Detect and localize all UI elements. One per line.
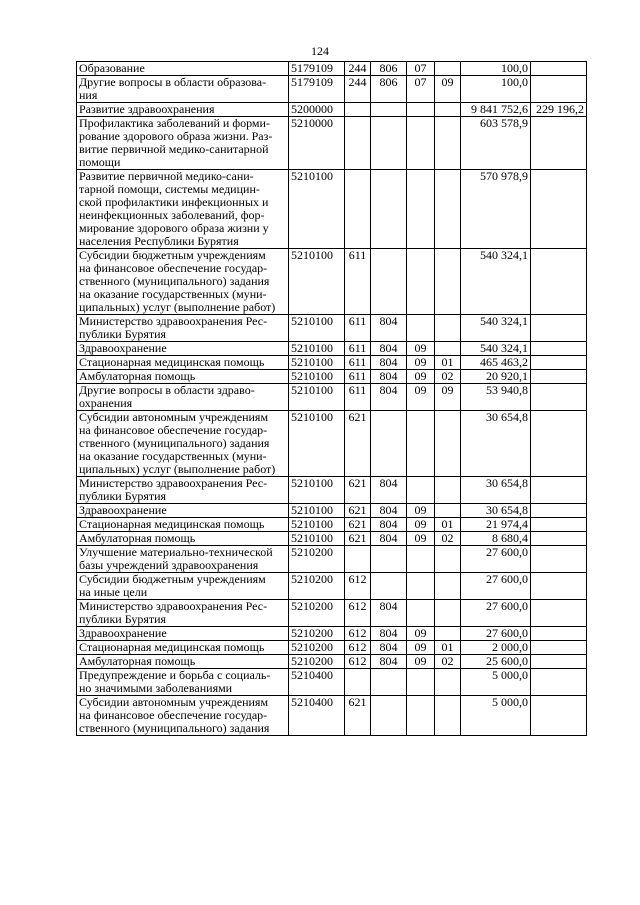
cell-administrator: 804 (371, 356, 407, 370)
cell-administrator: 804 (371, 655, 407, 669)
table-row (77, 573, 587, 600)
table-body (77, 62, 587, 736)
cell-subsection (435, 669, 461, 696)
cell-name: Улучшение материально-технической базы учреждений здравоохранения (77, 546, 289, 573)
cell-expense-type (345, 117, 371, 170)
cell-amount: 27 600,0 (461, 573, 531, 600)
cell-amount: 20 920,1 (461, 370, 531, 384)
cell-section: 07 (407, 62, 435, 76)
cell-name: Развитие здравоохранения (77, 103, 289, 117)
cell-name: Образование (77, 62, 289, 76)
cell-amount-extra (531, 249, 587, 315)
cell-administrator (371, 669, 407, 696)
cell-target-article: 5210400 (289, 696, 345, 736)
cell-amount-extra (531, 76, 587, 103)
cell-amount: 30 654,8 (461, 477, 531, 504)
table-row (77, 103, 587, 117)
cell-amount-extra (531, 370, 587, 384)
cell-target-article: 5210100 (289, 532, 345, 546)
cell-amount-extra (531, 532, 587, 546)
cell-target-article: 5200000 (289, 103, 345, 117)
cell-administrator (371, 696, 407, 736)
cell-subsection (435, 249, 461, 315)
cell-section (407, 117, 435, 170)
cell-name: Амбулаторная помощь (77, 370, 289, 384)
cell-expense-type: 612 (345, 573, 371, 600)
cell-section (407, 315, 435, 342)
cell-section (407, 477, 435, 504)
cell-section: 09 (407, 655, 435, 669)
table-row (77, 655, 587, 669)
cell-name: Субсидии автономным учреждениям на финансовое обеспечение государ- ственного (муниципального) задания на оказание государственных (муни- ципальных) услуг (выполнение работ) (77, 411, 289, 477)
cell-section (407, 600, 435, 627)
table-row (77, 370, 587, 384)
cell-expense-type: 612 (345, 600, 371, 627)
cell-expense-type: 611 (345, 249, 371, 315)
cell-target-article: 5210200 (289, 546, 345, 573)
cell-amount-extra (531, 504, 587, 518)
table-row (77, 627, 587, 641)
cell-target-article: 5179109 (289, 76, 345, 103)
cell-section (407, 669, 435, 696)
table-row (77, 532, 587, 546)
cell-name: Здравоохранение (77, 342, 289, 356)
cell-section: 09 (407, 384, 435, 411)
cell-expense-type: 612 (345, 627, 371, 641)
cell-section: 09 (407, 504, 435, 518)
cell-subsection (435, 117, 461, 170)
cell-name: Амбулаторная помощь (77, 655, 289, 669)
cell-amount-extra (531, 342, 587, 356)
cell-expense-type: 244 (345, 62, 371, 76)
cell-name: Субсидии автономным учреждениям на финансовое обеспечение государ- ственного (муниципального) задания (77, 696, 289, 736)
cell-amount-extra (531, 641, 587, 655)
table-row (77, 249, 587, 315)
cell-amount: 30 654,8 (461, 411, 531, 477)
cell-name: Министерство здравоохранения Рес- публики Бурятия (77, 600, 289, 627)
cell-name: Профилактика заболеваний и форми- рование здорового образа жизни. Раз- витие первичной медико-санитарной помощи (77, 117, 289, 170)
cell-name: Развитие первичной медико-сани- тарной помощи, системы медицин- ской профилактики инфекционных и неинфекционных заболеваний, фор- мирование здорового образа жизни у населения Республики Бурятия (77, 170, 289, 249)
cell-amount: 100,0 (461, 76, 531, 103)
cell-subsection (435, 315, 461, 342)
cell-amount-extra (531, 696, 587, 736)
cell-administrator: 804 (371, 504, 407, 518)
cell-amount: 27 600,0 (461, 546, 531, 573)
cell-amount-extra (531, 384, 587, 411)
cell-subsection: 09 (435, 76, 461, 103)
cell-subsection (435, 696, 461, 736)
table-row (77, 384, 587, 411)
cell-administrator (371, 249, 407, 315)
cell-target-article: 5210200 (289, 600, 345, 627)
cell-subsection: 09 (435, 384, 461, 411)
cell-expense-type: 611 (345, 384, 371, 411)
cell-expense-type (345, 103, 371, 117)
cell-expense-type: 612 (345, 641, 371, 655)
cell-section (407, 573, 435, 600)
table-row (77, 356, 587, 370)
cell-subsection (435, 62, 461, 76)
table-row (77, 477, 587, 504)
cell-administrator (371, 546, 407, 573)
cell-target-article: 5210100 (289, 411, 345, 477)
cell-section (407, 546, 435, 573)
cell-name: Другие вопросы в области образова- ния (77, 76, 289, 103)
cell-subsection (435, 573, 461, 600)
cell-subsection: 02 (435, 532, 461, 546)
cell-target-article: 5210100 (289, 342, 345, 356)
cell-amount: 570 978,9 (461, 170, 531, 249)
cell-target-article: 5210200 (289, 641, 345, 655)
table-row (77, 117, 587, 170)
cell-section (407, 170, 435, 249)
cell-name: Министерство здравоохранения Рес- публики Бурятия (77, 315, 289, 342)
cell-expense-type: 621 (345, 696, 371, 736)
cell-administrator (371, 573, 407, 600)
cell-section: 09 (407, 627, 435, 641)
cell-amount: 603 578,9 (461, 117, 531, 170)
cell-target-article: 5210100 (289, 477, 345, 504)
cell-administrator: 804 (371, 477, 407, 504)
cell-amount-extra (531, 315, 587, 342)
cell-target-article: 5210200 (289, 627, 345, 641)
cell-section (407, 696, 435, 736)
cell-amount: 100,0 (461, 62, 531, 76)
table-row (77, 518, 587, 532)
cell-subsection (435, 477, 461, 504)
cell-amount-extra (531, 356, 587, 370)
cell-section (407, 103, 435, 117)
cell-name: Стационарная медицинская помощь (77, 518, 289, 532)
cell-name: Другие вопросы в области здраво- охранения (77, 384, 289, 411)
cell-target-article: 5210100 (289, 356, 345, 370)
cell-section: 09 (407, 356, 435, 370)
cell-section (407, 411, 435, 477)
cell-amount-extra (531, 655, 587, 669)
cell-name: Предупреждение и борьба с социаль- но значимыми заболеваниями (77, 669, 289, 696)
cell-amount-extra (531, 669, 587, 696)
cell-target-article: 5210100 (289, 249, 345, 315)
cell-administrator: 804 (371, 384, 407, 411)
cell-amount: 5 000,0 (461, 669, 531, 696)
cell-section: 09 (407, 518, 435, 532)
cell-administrator: 804 (371, 370, 407, 384)
page-number: 124 (311, 44, 329, 58)
cell-expense-type: 612 (345, 655, 371, 669)
cell-administrator: 804 (371, 532, 407, 546)
table-row (77, 76, 587, 103)
cell-name: Амбулаторная помощь (77, 532, 289, 546)
table-row (77, 669, 587, 696)
cell-expense-type (345, 669, 371, 696)
cell-target-article: 5210100 (289, 504, 345, 518)
cell-section: 09 (407, 370, 435, 384)
cell-administrator: 804 (371, 627, 407, 641)
cell-amount-extra (531, 62, 587, 76)
cell-amount-extra (531, 518, 587, 532)
cell-amount-extra (531, 573, 587, 600)
cell-amount-extra (531, 411, 587, 477)
cell-subsection: 01 (435, 356, 461, 370)
cell-administrator (371, 103, 407, 117)
cell-amount: 465 463,2 (461, 356, 531, 370)
cell-amount: 8 680,4 (461, 532, 531, 546)
table-row (77, 641, 587, 655)
cell-section: 09 (407, 641, 435, 655)
cell-amount: 21 974,4 (461, 518, 531, 532)
table-row (77, 411, 587, 477)
cell-amount-extra (531, 600, 587, 627)
cell-subsection (435, 342, 461, 356)
cell-amount-extra (531, 627, 587, 641)
cell-subsection (435, 546, 461, 573)
cell-expense-type: 611 (345, 356, 371, 370)
cell-subsection (435, 170, 461, 249)
cell-name: Стационарная медицинская помощь (77, 641, 289, 655)
cell-administrator (371, 117, 407, 170)
cell-amount: 540 324,1 (461, 342, 531, 356)
cell-target-article: 5210200 (289, 573, 345, 600)
budget-table (76, 61, 587, 736)
cell-amount: 27 600,0 (461, 600, 531, 627)
cell-amount: 30 654,8 (461, 504, 531, 518)
cell-name: Субсидии бюджетным учреждениям на иные цели (77, 573, 289, 600)
cell-expense-type: 621 (345, 532, 371, 546)
cell-target-article: 5210100 (289, 518, 345, 532)
cell-subsection (435, 600, 461, 627)
cell-subsection: 01 (435, 518, 461, 532)
table-row (77, 600, 587, 627)
table-row (77, 504, 587, 518)
cell-subsection: 02 (435, 655, 461, 669)
table-row (77, 546, 587, 573)
cell-administrator: 804 (371, 518, 407, 532)
cell-expense-type: 611 (345, 370, 371, 384)
cell-section: 09 (407, 342, 435, 356)
cell-expense-type: 611 (345, 315, 371, 342)
cell-amount: 53 940,8 (461, 384, 531, 411)
cell-target-article: 5210100 (289, 315, 345, 342)
cell-target-article: 5210400 (289, 669, 345, 696)
cell-administrator: 806 (371, 76, 407, 103)
cell-amount-extra: 229 196,2 (531, 103, 587, 117)
cell-administrator (371, 411, 407, 477)
cell-subsection: 02 (435, 370, 461, 384)
table-row (77, 62, 587, 76)
cell-section (407, 249, 435, 315)
table-row (77, 342, 587, 356)
cell-subsection (435, 504, 461, 518)
cell-expense-type: 611 (345, 342, 371, 356)
cell-name: Субсидии бюджетным учреждениям на финансовое обеспечение государ- ственного (муниципального) задания на оказание государственных (муни- ципальных) услуг (выполнение работ) (77, 249, 289, 315)
cell-expense-type: 621 (345, 518, 371, 532)
cell-amount: 9 841 752,6 (461, 103, 531, 117)
cell-target-article: 5179109 (289, 62, 345, 76)
cell-subsection (435, 103, 461, 117)
cell-target-article: 5210100 (289, 370, 345, 384)
cell-target-article: 5210100 (289, 170, 345, 249)
cell-amount: 25 600,0 (461, 655, 531, 669)
cell-amount-extra (531, 170, 587, 249)
cell-expense-type (345, 546, 371, 573)
cell-amount: 5 000,0 (461, 696, 531, 736)
cell-subsection (435, 411, 461, 477)
cell-administrator (371, 170, 407, 249)
cell-section: 09 (407, 532, 435, 546)
table-row (77, 315, 587, 342)
cell-expense-type: 244 (345, 76, 371, 103)
cell-target-article: 5210100 (289, 384, 345, 411)
cell-target-article: 5210000 (289, 117, 345, 170)
cell-name: Стационарная медицинская помощь (77, 356, 289, 370)
cell-expense-type: 621 (345, 411, 371, 477)
cell-amount: 540 324,1 (461, 315, 531, 342)
cell-administrator: 806 (371, 62, 407, 76)
cell-amount: 2 000,0 (461, 641, 531, 655)
cell-name: Здравоохранение (77, 627, 289, 641)
cell-section: 07 (407, 76, 435, 103)
cell-expense-type (345, 170, 371, 249)
cell-subsection (435, 627, 461, 641)
cell-subsection: 01 (435, 641, 461, 655)
table-row (77, 170, 587, 249)
cell-amount: 27 600,0 (461, 627, 531, 641)
cell-amount: 540 324,1 (461, 249, 531, 315)
cell-expense-type: 621 (345, 504, 371, 518)
cell-administrator: 804 (371, 641, 407, 655)
cell-amount-extra (531, 546, 587, 573)
cell-amount-extra (531, 477, 587, 504)
cell-administrator: 804 (371, 315, 407, 342)
cell-amount-extra (531, 117, 587, 170)
table-row (77, 696, 587, 736)
cell-administrator: 804 (371, 600, 407, 627)
cell-target-article: 5210200 (289, 655, 345, 669)
cell-name: Здравоохранение (77, 504, 289, 518)
cell-name: Министерство здравоохранения Рес- публики Бурятия (77, 477, 289, 504)
cell-expense-type: 621 (345, 477, 371, 504)
cell-administrator: 804 (371, 342, 407, 356)
